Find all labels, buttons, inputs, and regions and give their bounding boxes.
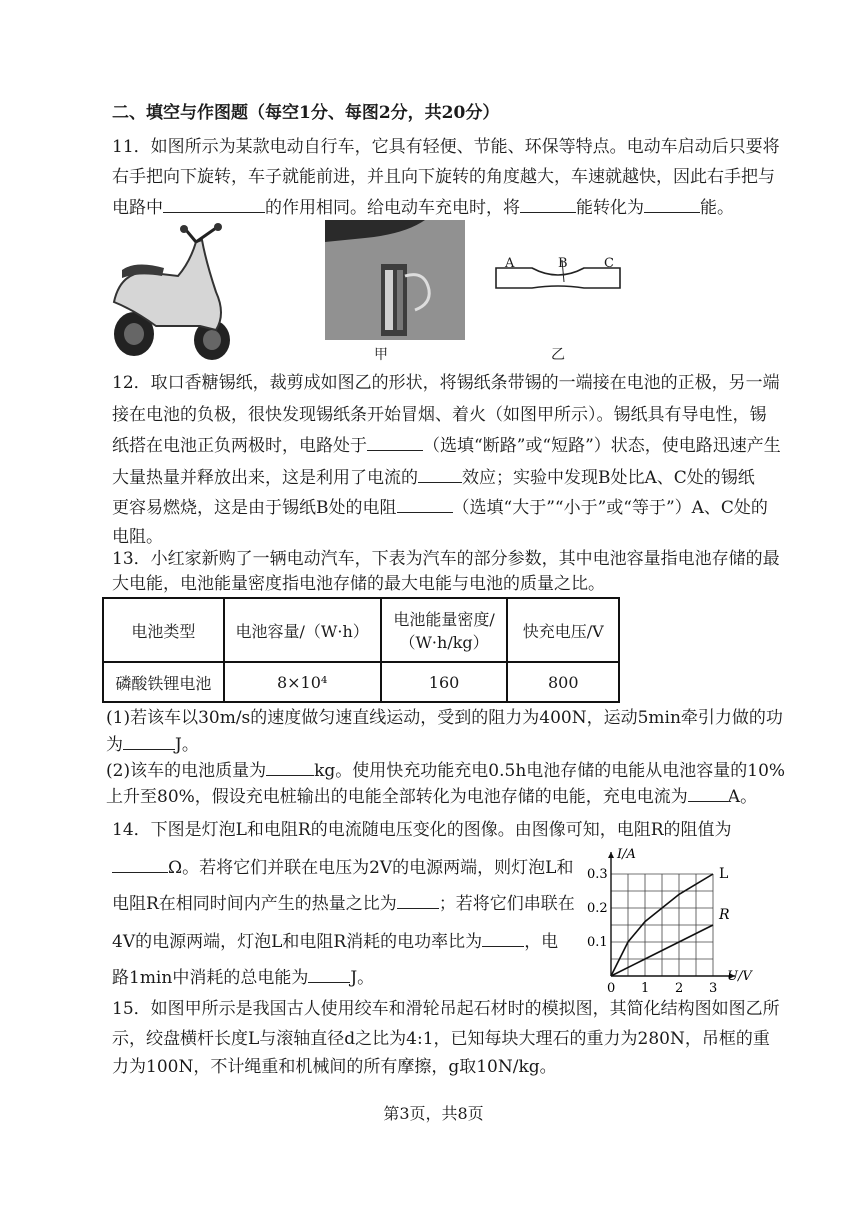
q14-text-3b: ；若将它们串联在 [438, 894, 575, 914]
q14-text-4a: 4V的电源两端，灯泡L和电阻R消耗的电功率比为 [112, 932, 483, 952]
q12-line-5 [112, 496, 768, 519]
q12-blank-1[interactable] [367, 434, 423, 451]
q13-text-p2d: A。 [727, 787, 758, 807]
q13-part2-line-1 [106, 759, 785, 782]
q12-blank-3[interactable] [397, 496, 453, 513]
q11-line-2: 右手把向下旋转，车子就能前进，并且向下旋转的角度越大，车速就越快，因此右手把与 [112, 167, 775, 187]
q12-line-2: 接在电池的负极，很快发现锡纸条开始冒烟、着火（如图甲所示）。锡纸具有导电性，锡 [112, 405, 767, 425]
header-capacity: 电池容量/（W·h） [224, 598, 381, 662]
q12-line-3 [112, 434, 781, 457]
foil-label-c: C [604, 256, 614, 271]
q15-line-1: 15．如图甲所示是我国古人使用绞车和滑轮吊起石材时的模拟图，其简化结构图如图乙所 [112, 999, 780, 1019]
q12-text-3a: 纸搭在电池正负两极时，电路处于 [112, 436, 367, 456]
y-axis-arrow [608, 852, 614, 858]
q14-line-3 [112, 892, 575, 915]
q13-line-1: 13．小红家新购了一辆电动汽车，下表为汽车的部分参数，其中电池容量指电池存储的最 [112, 549, 780, 569]
q14-line-2 [112, 856, 573, 879]
table-header-row [103, 598, 619, 662]
q12-line-6: 电阻。 [112, 527, 163, 547]
q11-blank-2[interactable] [520, 196, 576, 213]
y-axis-label: I/A [617, 847, 636, 862]
q12-blank-2[interactable] [418, 466, 462, 483]
x-tick-label: 2 [675, 981, 684, 996]
series-label-R: R [719, 907, 730, 923]
q12-text-4a: 大量热量并释放出来，这是利用了电流的 [112, 468, 418, 488]
q12-text-4b: 效应；实验中发现B处比A、C处的锡纸 [462, 468, 755, 488]
battery-params-table [102, 597, 620, 703]
q13-part1-line-2 [106, 733, 199, 756]
figure-jia-caption: 甲 [374, 347, 388, 363]
header-energy-density [381, 598, 508, 662]
q14-text-5a: 路1min中消耗的总电能为 [112, 968, 309, 988]
q11-text-c: 能转化为 [576, 198, 644, 218]
q14-text-4b: ，电 [524, 932, 559, 952]
q14-text-3a: 电阻R在相同时间内产生的热量之比为 [112, 894, 397, 914]
header-battery-type: 电池类型 [103, 598, 224, 662]
x-axis-label: U/V [727, 969, 752, 984]
x-tick-label: 0 [607, 981, 616, 996]
x-tick-label: 3 [709, 981, 718, 996]
header-fast-charge-voltage: 快充电压/V [507, 598, 619, 662]
q14-blank-3[interactable] [482, 930, 524, 947]
q13-text-p2a: (2)该车的电池质量为 [106, 761, 267, 781]
figure-jia-photo [325, 220, 465, 340]
q12-line-1: 12．取口香糖锡纸，裁剪成如图乙的形状，将锡纸条带锡的一端接在电池的正极，另一端 [112, 373, 780, 393]
q11-line-3 [112, 196, 734, 219]
q11-text-b: 的作用相同。给电动车充电时，将 [265, 198, 520, 218]
q12-text-3b: （选填“断路”或“短路”）状态，使电路迅速产生 [423, 436, 781, 456]
iu-chart [585, 840, 765, 1000]
y-tick-label: 0.2 [587, 901, 608, 916]
q11-text-a: 电路中 [112, 198, 163, 218]
q11-text-d: 能。 [700, 198, 734, 218]
figure-yi-caption: 乙 [551, 347, 565, 363]
q12-text-5b: （选填“大于”“小于”或“等于”）A、C处的 [452, 498, 768, 518]
q14-text-5b: J。 [350, 968, 375, 988]
y-tick-label: 0.1 [587, 935, 608, 950]
foil-label-a: A [505, 256, 515, 271]
q13-line-2: 大电能，电池能量密度指电池存储的最大电能与电池的质量之比。 [112, 574, 605, 594]
q11-blank-3[interactable] [644, 196, 700, 213]
q13-part2-line-2 [106, 785, 757, 808]
q14-line-4 [112, 930, 558, 953]
q11-blank-1[interactable] [163, 196, 265, 213]
cell-fast-charge-voltage: 800 [507, 662, 619, 702]
scooter-image [104, 222, 234, 362]
q12-text-5a: 更容易燃烧，这是由于锡纸B处的电阻 [112, 498, 397, 518]
q15-line-3: 力为100N，不计绳重和机械间的所有摩擦，g取10N/kg。 [112, 1057, 557, 1077]
q13-text-p2b: kg。使用快充功能充电0.5h电池存储的电能从电池容量的10% [314, 761, 786, 781]
q13-blank-3[interactable] [688, 785, 728, 802]
page-number: 第3页，共8页 [383, 1104, 484, 1123]
q14-blank-4[interactable] [308, 966, 350, 983]
q13-text-p1c: J。 [175, 735, 199, 755]
q13-text-p1b: 为 [106, 735, 123, 755]
section-title: 二、填空与作图题（每空1分、每图2分，共20分） [112, 103, 500, 123]
q14-line-5 [112, 966, 374, 989]
x-tick-label: 1 [641, 981, 650, 996]
q13-blank-1[interactable] [123, 733, 175, 750]
q14-line-1: 14．下图是灯泡L和电阻R的电流随电压变化的图像。由图像可知，电阻R的阻值为 [112, 820, 732, 840]
foil-label-b: B [558, 256, 568, 271]
q14-text-2: Ω。若将它们并联在电压为2V的电源两端，则灯泡L和 [168, 858, 574, 878]
q15-line-2: 示，绞盘横杆长度L与滚轴直径d之比为4:1，已知每块大理石的重力为280N，吊框的重 [112, 1029, 770, 1049]
cell-energy-density: 160 [381, 662, 508, 702]
header-energy-density-line2: （W·h/kg） [399, 633, 489, 652]
header-energy-density-line1: 电池能量密度/ [393, 610, 495, 629]
cell-battery-type: 磷酸铁锂电池 [103, 662, 224, 702]
cell-capacity: 8×10⁴ [224, 662, 381, 702]
q14-blank-2[interactable] [397, 892, 439, 909]
q12-line-4 [112, 466, 755, 489]
q13-text-p2c: 上升至80%，假设充电桩输出的电能全部转化为电池存储的电能，充电电流为 [106, 787, 688, 807]
q14-blank-1[interactable] [112, 856, 168, 873]
y-tick-label: 0.3 [587, 867, 608, 882]
table-row [103, 662, 619, 702]
q11-line-1: 11．如图所示为某款电动自行车，它具有轻便、节能、环保等特点。电动车启动后只要将 [112, 137, 780, 157]
q13-part1-line-1: (1)若该车以30m/s的速度做匀速直线运动，受到的阻力为400N，运动5min牵引力做的功 [106, 708, 783, 728]
q13-blank-2[interactable] [266, 759, 314, 776]
series-label-L: L [719, 866, 729, 882]
